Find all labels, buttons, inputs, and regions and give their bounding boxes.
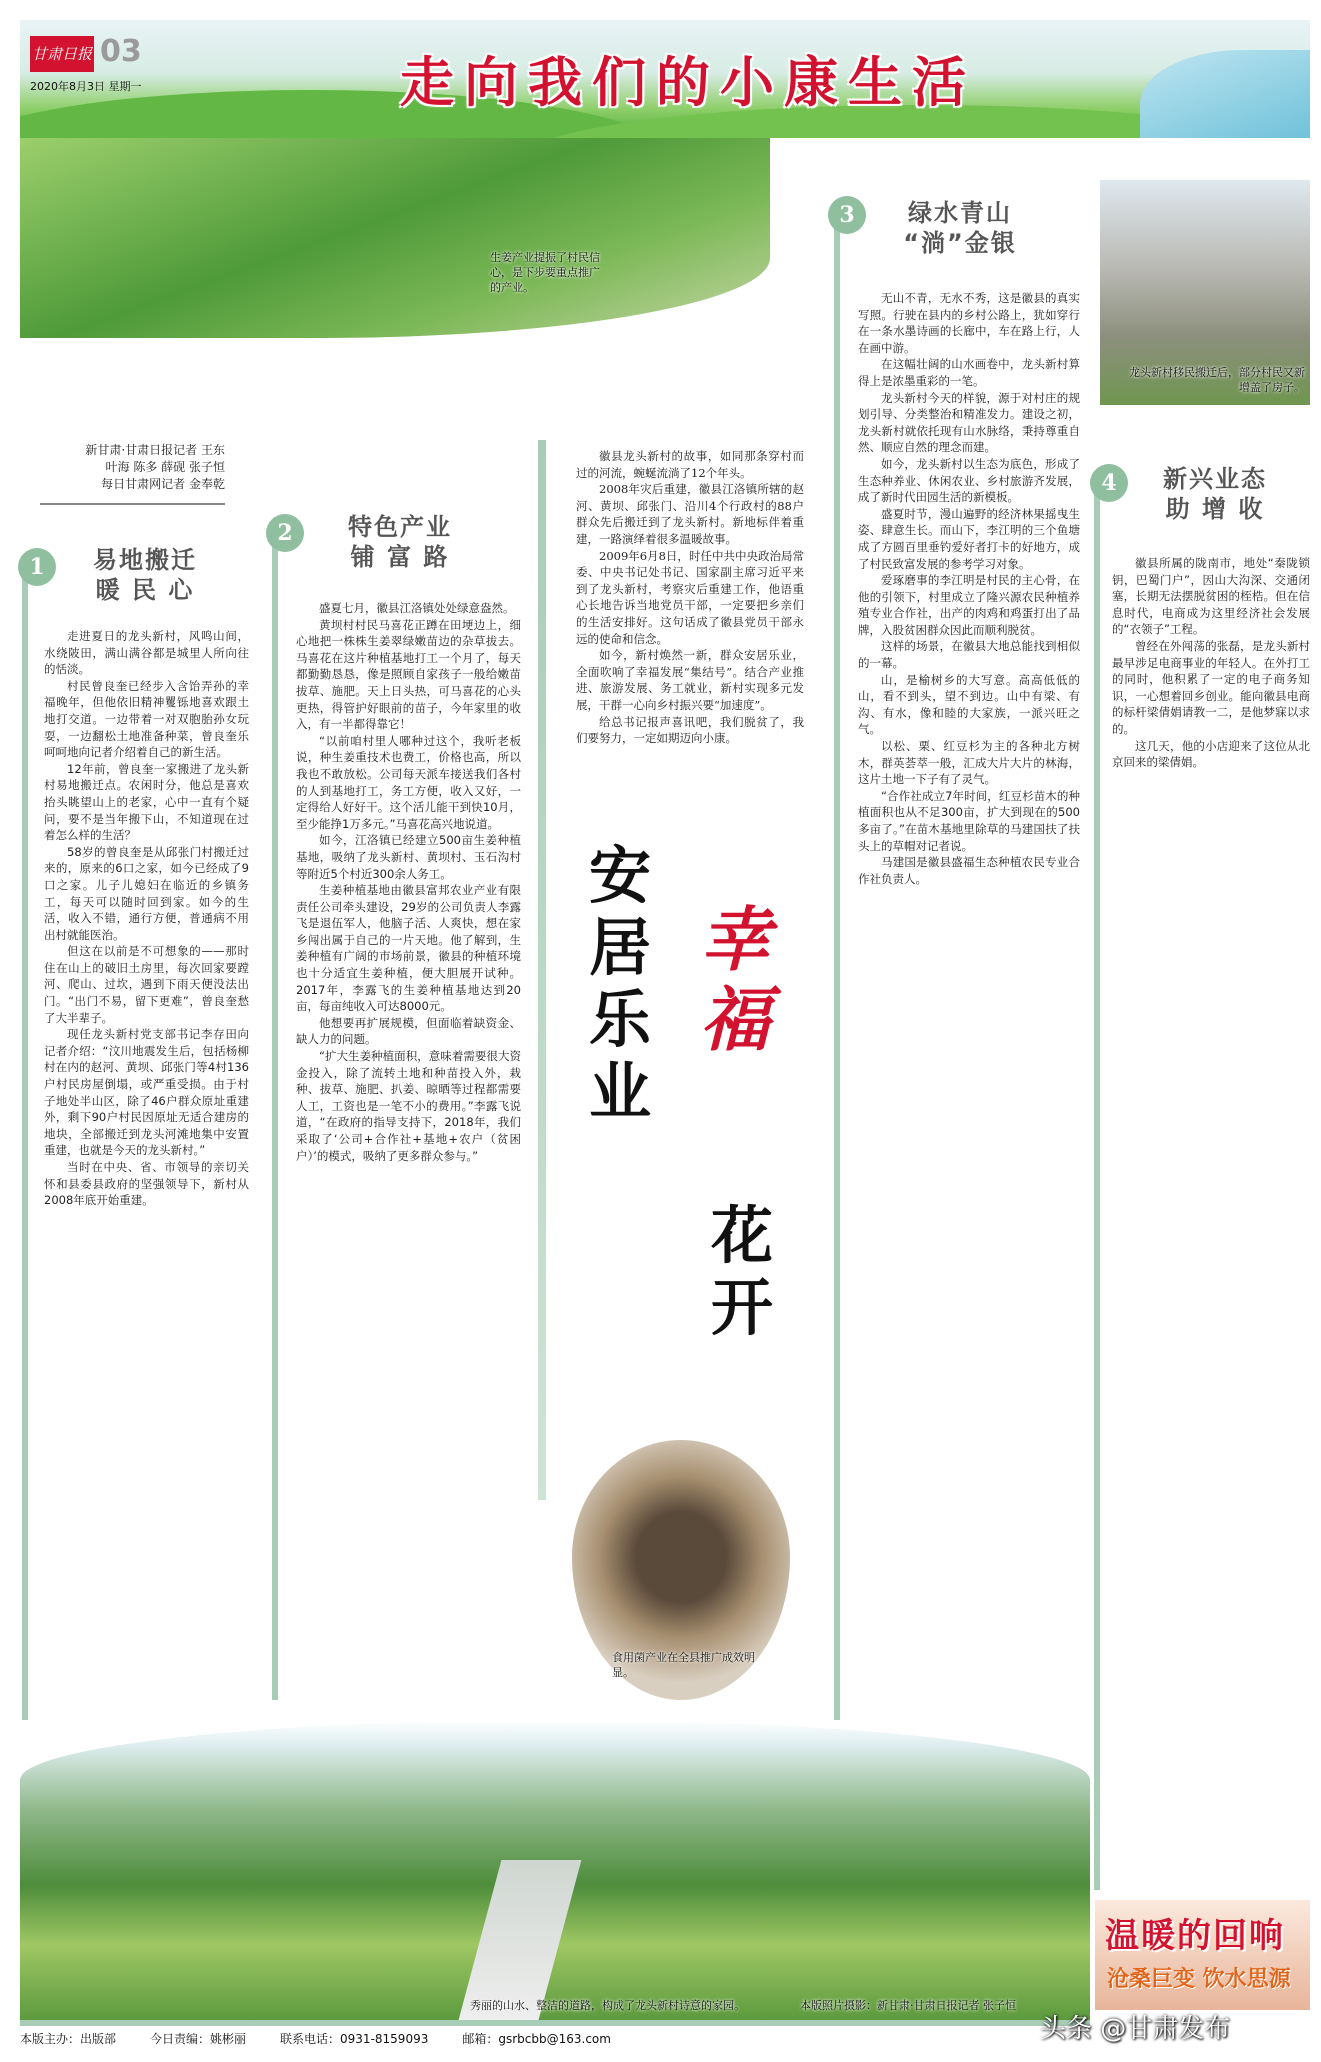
ginger-field-photo xyxy=(20,138,770,338)
paragraph: 徽县所属的陇南市，地处“秦陇锁钥，巴蜀门户”，因山大沟深、交通闭塞，长期无法摆脱贫困的桎梏。但在信息时代，电商成为这里经济社会发展的“衣领子”工程。 xyxy=(1112,556,1310,637)
section-title xyxy=(880,198,1040,258)
section-title xyxy=(320,512,480,572)
section-title-line: 铺 富 路 xyxy=(350,543,450,571)
section-title-line: “淌”金银 xyxy=(903,229,1017,257)
paragraph: 58岁的曾良奎是从邱张门村搬迁过来的，原来的6口之家，如今已经成了9口之家。儿子儿媳妇在临近的乡镇务工，每天可以随时回到家。如今的生活，收入不错，通行方便，普通病不用出村就能医治。 xyxy=(44,844,249,942)
byline-line: 叶海 陈多 薛砚 张子恒 xyxy=(105,460,225,474)
box-subtitle: 沧桑巨变 饮水思源 xyxy=(1107,1967,1291,1992)
article-column-2 xyxy=(296,600,521,1700)
photo-credit: 本版照片摄影：新甘肃·甘肃日报记者 张子恒 xyxy=(800,1999,1016,2012)
paragraph: 山，是榆树乡的大写意。高高低低的山，看不到头，望不到边。山中有梁、有沟、有水，像和睦的大家族，一派兴旺之气。 xyxy=(858,672,1080,737)
footer-editor: 今日责编：姚彬丽 xyxy=(150,2032,247,2046)
section-number-badge: 3 xyxy=(828,196,866,234)
section-title-line: 暖 民 心 xyxy=(95,576,195,604)
paragraph: 这几天，他的小店迎来了这位从北京回来的梁倩娟。 xyxy=(1112,738,1310,770)
paragraph: 走进夏日的龙头新村，风鸣山间，水绕陂田，满山满谷都是城里人所向往的恬淡。 xyxy=(44,629,249,677)
section-rule xyxy=(272,530,278,1700)
paragraph: 马建国是徽县盛福生态种植农民专业合作社负责人。 xyxy=(858,855,1080,886)
section-title xyxy=(70,545,220,605)
section-number-badge: 2 xyxy=(266,514,304,552)
box-title: 温暖的回响 xyxy=(1105,1916,1285,1956)
section-number-badge: 4 xyxy=(1090,464,1128,502)
section-rule xyxy=(834,210,840,1720)
paragraph: 黄坝村村民马喜花正蹲在田埂边上，细心地把一株株生姜翠绿嫩苗边的杂草拔去。马喜花在这片种植基地打工一个月了，每天都勤勤恳恳，像是照顾自家孩子一般给嫩苗拔草、施肥。天上日头热，可马喜花的心头更热，得管护好眼前的苗子，今年家里的收入，有一半都得靠它！ xyxy=(296,617,521,732)
section-title xyxy=(1140,464,1290,524)
paragraph: 无山不青，无水不秀，这是徽县的真实写照。行驶在县内的乡村公路上，犹如穿行在一条水墨诗画的长廊中，车在路上行，人在画中游。 xyxy=(858,291,1080,355)
paragraph: 2009年6月8日，时任中共中央政治局常委、中央书记处书记、国家副主席习近平来到了龙头新村，考察灾后重建工作，他语重心长地告诉当地党员干部，一定要把乡亲们的生活安排好。这句话成了徽县党员干部永远的使命和信念。 xyxy=(576,548,804,646)
article-column-3 xyxy=(858,290,1080,1710)
paragraph: “以前咱村里人哪种过这个，我听老板说，种生姜重技术也费工，价格也高，所以我也不敢放松。公司每天派车接送我们各村的人到基地打工，务工方便，收入又好，一定得给人好好干。这个活儿能干到快10月，至少能挣1万多元。”马喜花高兴地说道。 xyxy=(296,733,521,831)
feature-box xyxy=(1095,1900,1310,2010)
section-title-line: 助 增 收 xyxy=(1165,495,1265,523)
watermark: 头条 @甘肃发布 xyxy=(1040,2014,1231,2044)
paragraph: 盛夏七月，徽县江洛镇处处绿意盎然。 xyxy=(319,601,515,615)
article-column-1 xyxy=(44,628,249,1708)
paragraph: 2008年灾后重建，徽县江洛镇所辖的赵河、黄坝、邱张门、沿川4个行政村的88户群众先后搬迁到了龙头新村。新地标伴着重建，一路演绎着很多温暖故事。 xyxy=(576,482,804,546)
newspaper-logo: 甘肃日报 xyxy=(30,36,94,72)
byline-line: 新甘肃·甘肃日报记者 王东 xyxy=(85,443,225,457)
section-number-badge: 1 xyxy=(18,548,56,586)
page-number: 03 xyxy=(100,34,142,69)
byline-line: 每日甘肃网记者 金奉乾 xyxy=(101,477,225,491)
paragraph: 爱琢磨事的李江明是村民的主心骨，在他的引领下，村里成立了隆兴源农民种植养殖专业合作社，出产的肉鸡和鸡蛋打出了品牌，入股贫困群众因此而顺利脱贫。 xyxy=(858,573,1080,637)
river-decoration xyxy=(1140,50,1310,138)
center-rule xyxy=(538,440,546,1500)
section-title-line: 易地搬迁 xyxy=(93,546,197,574)
section-title-line: 新兴业态 xyxy=(1163,465,1267,493)
paragraph: “扩大生姜种植面积，意味着需要很大资金投入，除了流转土地和种苗投入外，栽种、拔草、施肥、扒姜、晾晒等过程都需要人工，工资也是一笔不小的费用。”李露飞说道，“在政府的指导支持下，2018年，我们采取了‘公司+合作社+基地+农户（贫困户）’的模式，吸纳了更多群众参与。” xyxy=(296,1049,521,1163)
paragraph: 在这幅壮阔的山水画卷中，龙头新村算得上是浓墨重彩的一笔。 xyxy=(858,357,1080,388)
paragraph: 现任龙头新村党支部书记李存田向记者介绍：“汶川地震发生后，包括杨柳村在内的赵河、黄坝、邱张门等4村136户村民房屋倒塌，或严重受损。由于村子地处半山区，除了46户群众原址重建外，剩下90户村民因原址无适合建房的地块，全部搬迁到龙头河滩地集中安置重建，也就是今天的龙头新村。” xyxy=(44,1027,249,1158)
photo-caption: 秀丽的山水、整洁的道路，构成了龙头新村诗意的家园。 xyxy=(470,1999,745,2012)
photo-caption: 生姜产业提振了村民信心，是下步要重点推广的产业。 xyxy=(490,251,600,294)
footer-email: 邮箱：gsrbcbb@163.com xyxy=(462,2032,611,2046)
headline-huakai: 花开 xyxy=(710,1199,773,1344)
paragraph: “合作社成立7年时间，红豆杉苗木的种植面积也从不足300亩，扩大到现在的500多亩了。”在苗木基地里除草的马建国扶了扶头上的草帽对记者说。 xyxy=(858,788,1080,853)
paragraph: 徽县龙头新村的故事，如同那条穿村而过的河流，蜿蜒流淌了12个年头。 xyxy=(576,449,804,480)
paragraph: 如今，龙头新村以生态为底色，形成了生态种养业、休闲农业、乡村旅游齐发展，成了新时代田园生活的新模板。 xyxy=(858,456,1080,505)
paragraph: 这样的场景，在徽县大地总能找到相似的一幕。 xyxy=(858,639,1080,671)
farmer-portrait-photo xyxy=(572,1440,790,1700)
byline xyxy=(40,442,225,505)
paragraph: 12年前，曾良奎一家搬进了龙头新村易地搬迁点。农闲时分，他总是喜欢抬头眺望山上的老家，心中一直有个疑问，要不是当年搬下山，不知道现在过着怎么样的生活？ xyxy=(44,761,249,843)
footer-sponsor: 本版主办：出版部 xyxy=(20,2032,117,2046)
paragraph: 生姜种植基地由徽县富邦农业产业有限责任公司牵头建设，29岁的公司负责人李露飞是退伍军人，他脑子活、人爽快，想在家乡闯出属于自己的一片天地。他了解到，生姜种植有广阔的市场前景，徽县的种植环境也十分适宜生姜种植，便大胆展开试种。2017年，李露飞的生姜种植基地达到20亩，每亩纯收入可达8000元。 xyxy=(296,883,521,1014)
footer-phone: 联系电话：0931-8159093 xyxy=(280,2032,429,2046)
section-rule xyxy=(1094,480,1100,1890)
paragraph: 如今，新村焕然一新，群众安居乐业，全面吹响了幸福发展“集结号”。结合产业推进、旅游发展、务工就业，新村实现多元发展，干群一心向乡村振兴要“加速度”。 xyxy=(576,648,804,712)
paragraph: 如今，江洛镇已经建立500亩生姜种植基地，吸纳了龙头新村、黄坝村、玉石沟村等附近5个村近300余人务工。 xyxy=(296,833,521,881)
photo-caption: 食用菌产业在全县推广成效明显。 xyxy=(612,1651,755,1679)
paragraph: 村民曾良奎已经步入含饴弄孙的幸福晚年，但他依旧精神矍铄地喜欢跟土地打交道。一边带着一对双胞胎孙女玩耍，一边翻松土地准备种菜，曾良奎乐呵呵地向记者介绍着自己的新生活。 xyxy=(44,678,249,760)
article-column-4 xyxy=(1112,555,1310,1890)
page-footer xyxy=(20,2030,611,2047)
issue-date: 2020年8月3日 星期一 xyxy=(30,80,142,93)
new-houses-photo xyxy=(1100,180,1310,405)
paragraph: 当时在中央、省、市领导的亲切关怀和县委县政府的坚强领导下，新村从2008年底开始重建。 xyxy=(44,1160,249,1208)
section-title-line: 特色产业 xyxy=(348,513,452,541)
section-title-line: 绿水青山 xyxy=(908,199,1012,227)
paragraph: 龙头新村今天的样貌，源于对村庄的规划引导、分类整治和精准发力。建设之初，龙头新村就依托现有山水脉络，秉持尊重自然、顺应自然的理念而建。 xyxy=(858,390,1080,455)
footer-rule xyxy=(20,2020,1090,2026)
intro-column xyxy=(576,448,804,778)
page-title: 走向我们的小康生活 xyxy=(400,51,976,114)
headline-xingfu: 幸福 xyxy=(700,898,770,1061)
paragraph: 但这在以前是不可想象的——那时住在山上的破旧土房里，每次回家要蹚河、爬山、过坎，遇到下雨天便没法出门。“出门不易，留下更难”，曾良奎愁了大半辈子。 xyxy=(44,944,249,1025)
paragraph: 他想要再扩展规模，但面临着缺资金、缺人力的问题。 xyxy=(296,1015,521,1047)
section-rule xyxy=(22,560,28,1720)
headline-anjuleye: 安居乐业 xyxy=(588,839,651,1128)
paragraph: 曾经在外闯荡的张磊，是龙头新村最早涉足电商事业的年轻人。在外打工的同时，他积累了一定的电子商务知识，一心想着回乡创业。能向徽县电商的标杆梁倩娟请教一二，是他梦寐以求的。 xyxy=(1112,638,1310,736)
photo-caption: 龙头新村移民搬迁后，部分村民又新增盖了房子。 xyxy=(1129,366,1305,394)
paragraph: 盛夏时节，漫山遍野的经济林果摇曳生姿、肆意生长。而山下，李江明的三个鱼塘成了方圆百里垂钓爱好者打卡的好地方，成了村民致富发展的参考学习对象。 xyxy=(858,506,1080,571)
paragraph: 以松、栗、红豆杉为主的各种北方树木，群英荟萃一般，汇成大片大片的林海，这片土地一下子有了灵气。 xyxy=(858,739,1080,787)
paragraph: 给总书记报声喜讯吧，我们脱贫了，我们要努力，一定如期迈向小康。 xyxy=(576,714,804,746)
